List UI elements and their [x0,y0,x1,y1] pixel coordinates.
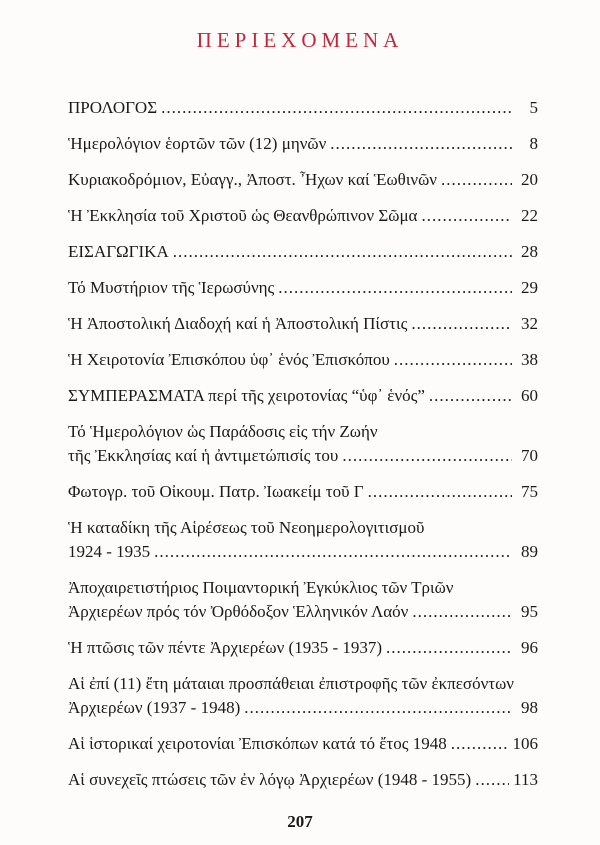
toc-entry-line [68,96,538,120]
toc-entry-line [68,348,538,372]
toc-entry [68,420,538,468]
toc-entry-title-line: Αἱ ἐπί (11) ἔτη μάταιαι προσπάθειαι ἐπιστροφῆς τῶν ἐκπεσόντων [68,674,514,693]
toc-entry-title: Ἀρχιερέων πρός τόν Ὀρθόδοξον Ἑλληνικόν Λαόν [68,602,409,621]
toc-entry-title: Ἡ Ἐκκλησία τοῦ Χριστοῦ ὡς Θεανθρώπινον Σῶμα [68,206,418,225]
toc-entry-line [68,132,538,156]
toc-entry-title: 1924 - 1935 [68,542,151,561]
toc-entry-page-number: 29 [521,278,538,297]
toc-entry-page-number: 98 [521,698,538,717]
toc-entry-title: ΣΥΜΠΕΡΑΣΜΑΤΑ περί τῆς χειροτονίας “ὑφ᾽ ἑνός” [68,386,425,405]
dot-leader [421,204,512,228]
toc-entry-page-number: 113 [513,770,538,789]
toc-entry [68,480,538,504]
toc-entry-line [68,480,538,504]
dot-leader [394,348,512,372]
dot-leader [411,312,512,336]
dot-leader [161,96,512,120]
toc-entry-page-number: 95 [521,602,538,621]
toc-entry-line [68,204,538,228]
toc-entry-line [68,312,538,336]
toc-entry-page-number: 20 [521,170,538,189]
toc-entry-page-number: 5 [529,98,538,117]
toc-entry [68,768,538,792]
toc-entry [68,384,538,408]
dot-leader [412,600,512,624]
toc-entry-line [68,540,538,564]
toc-entry-line [68,600,538,624]
toc-entry [68,204,538,228]
toc-entry-line [68,240,538,264]
dot-leader [429,384,512,408]
toc-entry-line [68,168,538,192]
toc-entry-page-number: 96 [521,638,538,657]
toc-entry-title: Κυριακοδρόμιον, Εὐαγγ., Ἀποστ. Ἦχων καί Ἑωθινῶν [68,170,437,189]
toc-entry-title: Τό Μυστήριον τῆς Ἱερωσύνης [68,278,275,297]
toc-entry-title: Αἱ συνεχεῖς πτώσεις τῶν ἐν λόγῳ Ἀρχιερέων (1948 - 1955) [68,770,472,789]
toc-entry-title-line: Τό Ἡμερολόγιον ὡς Παράδοσις εἰς τήν Ζωήν [68,422,378,441]
toc-entry [68,312,538,336]
toc-entry-page-number: 28 [521,242,538,261]
toc-entry [68,516,538,564]
toc-entry [68,276,538,300]
toc-entry-line [68,732,538,756]
toc-entry-page-number: 75 [521,482,538,501]
toc-entry-title-line: Ἡ καταδίκη τῆς Αἱρέσεως τοῦ Νεοημερολογιτισμοῦ [68,518,425,537]
toc-entry [68,96,538,120]
toc-entry-title: Ἡμερολόγιον ἑορτῶν τῶν (12) μηνῶν [68,134,327,153]
toc-entry-line [68,444,538,468]
toc-entry [68,168,538,192]
toc-entry-page-number: 22 [521,206,538,225]
dot-leader [475,768,509,792]
page-title: ΠΕΡΙΕΧΟΜΕΝΑ [196,28,404,52]
page-number: 207 [287,812,313,831]
toc-entry-title: τῆς Ἐκκλησίας καί ἡ ἀντιμετώπισίς του [68,446,339,465]
dot-leader [368,480,512,504]
toc-entry-title: ΠΡΟΛΟΓΟΣ [68,98,158,117]
toc-entry-line [68,768,538,792]
toc-entry-title: Ἡ Ἀποστολική Διαδοχή καί ἡ Ἀποστολική Πίστις [68,314,408,333]
dot-leader [342,444,512,468]
toc-entry-page-number: 38 [521,350,538,369]
toc-entry [68,732,538,756]
dot-leader [330,132,512,156]
toc-entry-title: ΕΙΣΑΓΩΓΙΚΑ [68,242,169,261]
toc-entry-title: Ἀρχιερέων (1937 - 1948) [68,698,241,717]
toc-entry [68,240,538,264]
toc-entry-line [68,276,538,300]
toc-entry [68,576,538,624]
dot-leader [441,168,512,192]
toc-entry-title: Ἡ Χειροτονία Ἐπισκόπου ὑφ᾽ ἑνός Ἐπισκόπου [68,350,390,369]
table-of-contents [68,96,538,804]
toc-entry-title-line: Ἀποχαιρετιστήριος Ποιμαντορική Ἐγκύκλιος τῶν Τριῶν [68,578,454,597]
toc-entry [68,636,538,660]
dot-leader [278,276,512,300]
toc-entry-line [68,384,538,408]
toc-entry-title: Φωτογρ. τοῦ Οἰκουμ. Πατρ. Ἰωακείμ τοῦ Γ [68,482,364,501]
toc-entry-line [68,696,538,720]
dot-leader [244,696,512,720]
toc-entry-page-number: 60 [521,386,538,405]
toc-entry [68,672,538,720]
dot-leader [154,540,512,564]
dot-leader [451,732,509,756]
dot-leader [386,636,512,660]
toc-entry-page-number: 70 [521,446,538,465]
toc-entry [68,132,538,156]
toc-entry [68,348,538,372]
toc-entry-title: Αἱ ἱστορικαί χειροτονίαι Ἐπισκόπων κατά τό ἔτος 1948 [68,734,447,753]
toc-entry-page-number: 89 [521,542,538,561]
toc-entry-page-number: 32 [521,314,538,333]
toc-entry-title: Ἡ πτῶσις τῶν πέντε Ἀρχιερέων (1935 - 1937) [68,638,383,657]
dot-leader [173,240,512,264]
toc-entry-page-number: 106 [512,734,538,753]
toc-entry-line [68,636,538,660]
toc-entry-page-number: 8 [529,134,538,153]
